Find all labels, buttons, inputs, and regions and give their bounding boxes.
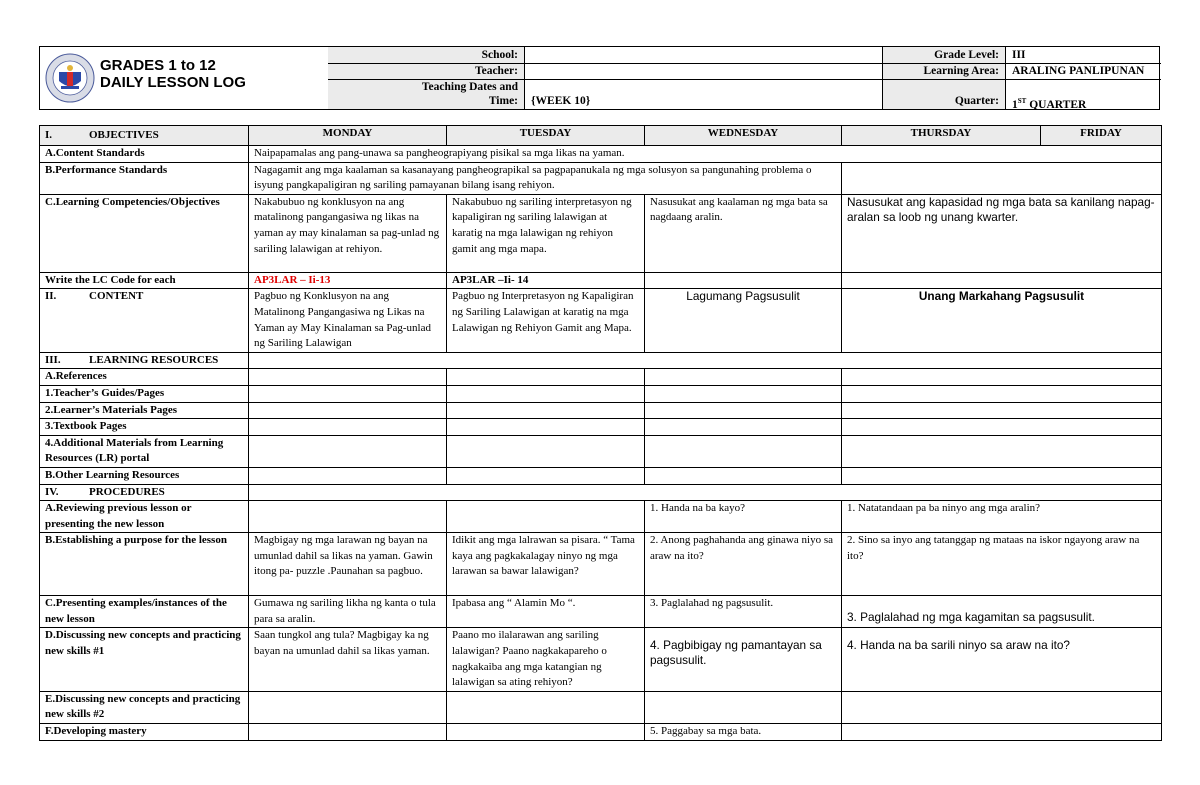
lc-code-thu-fri-cell[interactable] (842, 272, 1162, 289)
references-monday-cell[interactable] (249, 369, 447, 386)
presenting-monday-cell[interactable]: Gumawa ng sariling likha ng kanta o tula para sa aralin. (249, 596, 447, 628)
quarter-field[interactable] (1006, 80, 1161, 109)
school-field[interactable] (525, 47, 883, 64)
establishing-thu-fri-cell[interactable]: 2. Sino sa inyo ang tatanggap ng mataas na iskor ngayong araw na ito? (842, 533, 1162, 596)
references-label: A.References (40, 369, 249, 386)
discussing2-wednesday-cell[interactable] (645, 691, 842, 723)
quarter-number: 1 (1012, 98, 1018, 111)
reviewing-tuesday-cell[interactable] (447, 501, 645, 533)
teaching-dates-label (328, 80, 525, 109)
additional-materials-thu-fri-cell[interactable] (842, 435, 1162, 467)
performance-standards-cell[interactable]: Nagagamit ang mga kaalaman sa kasanayang pangheograpikal sa pagpapanukala ng mga solusyon sa pangunahing problema o isyung pangkapaligiran ng sariling pamayanan bilang isang rehiyon. (249, 162, 842, 194)
presenting-wednesday-cell[interactable]: 3. Paglalahad ng pagsusulit. (645, 596, 842, 628)
deped-seal-icon (45, 53, 95, 103)
competencies-thu-fri-cell[interactable]: Nasusukat ang kapasidad ng mga bata sa kanilang napag-aralan sa loob ng unang kwarter. (842, 194, 1162, 272)
content-number: II. (45, 290, 57, 303)
discussing1-label: D.Discussing new concepts and practicing new skills #1 (40, 628, 249, 691)
lc-code-monday-cell[interactable]: AP3LAR – Ii-13 (249, 272, 447, 289)
header-block (39, 46, 1160, 110)
discussing1-row (40, 628, 1162, 691)
content-monday-cell[interactable]: Pagbuo ng Konklusyon na ang Matalinong Pangangasiwa ng Likas na Yaman ay May Kinalaman sa Pag-unlad ng Sariling Lalawigan (249, 289, 447, 352)
teaching-dates-label-line2: Time: (488, 95, 518, 107)
content-standards-label: A.Content Standards (40, 146, 249, 163)
school-label: School: (328, 47, 525, 64)
additional-materials-wednesday-cell[interactable] (645, 435, 842, 467)
learners-materials-label: 2.Learner’s Materials Pages (40, 402, 249, 419)
lc-code-wednesday-cell[interactable] (645, 272, 842, 289)
content-thu-fri-cell[interactable]: Unang Markahang Pagsusulit (842, 289, 1162, 352)
reviewing-thu-fri-cell[interactable]: 1. Natatandaan pa ba ninyo ang mga aralin? (842, 501, 1162, 533)
procedures-section-header (40, 484, 249, 501)
discussing2-thu-fri-cell[interactable] (842, 691, 1162, 723)
content-label: CONTENT (89, 290, 144, 303)
learning-area-label: Learning Area: (883, 64, 1006, 80)
grade-level-label: Grade Level: (883, 47, 1006, 64)
day-header-tuesday: TUESDAY (447, 126, 645, 146)
procedures-number: IV. (45, 485, 59, 498)
references-tuesday-cell[interactable] (447, 369, 645, 386)
developing-monday-cell[interactable] (249, 724, 447, 741)
performance-standards-row (40, 162, 1162, 194)
learners-materials-thu-fri-cell[interactable] (842, 402, 1162, 419)
reviewing-label: A.Reviewing previous lesson or presenting the new lesson (40, 501, 249, 533)
establishing-wednesday-cell[interactable]: 2. Anong paghahanda ang ginawa niyo sa araw na ito? (645, 533, 842, 596)
teaching-dates-label-line1: Teaching Dates and (421, 81, 518, 93)
objectives-header-row (40, 126, 1162, 146)
learners-materials-monday-cell[interactable] (249, 402, 447, 419)
competencies-monday-cell[interactable]: Nakabubuo ng konklusyon na ang matalinong pangangasiwa ng likas na yaman ay may kinalaman sa pag-unlad ng sariling lalawigan at rehiyon. (249, 194, 447, 272)
content-section-header (40, 289, 249, 352)
additional-materials-monday-cell[interactable] (249, 435, 447, 467)
developing-tuesday-cell[interactable] (447, 724, 645, 741)
discussing2-tuesday-cell[interactable] (447, 691, 645, 723)
learning-resources-number: III. (45, 353, 61, 366)
teacher-label: Teacher: (328, 64, 525, 80)
grade-level-field[interactable]: III (1006, 47, 1161, 64)
brand-area (40, 47, 329, 109)
discussing1-monday-cell[interactable]: Saan tungkol ang tula? Magbigay ka ng bayan na umunlad dahil sa likas yaman. (249, 628, 447, 691)
procedures-label: PROCEDURES (89, 485, 165, 498)
quarter-label: Quarter: (883, 80, 1006, 109)
dll-title-line1: GRADES 1 to 12 (100, 57, 216, 74)
learning-resources-section-header (40, 352, 249, 369)
discussing1-thu-fri-cell[interactable]: 4. Handa na ba sarili ninyo sa araw na ito? (842, 628, 1162, 691)
objectives-number: I. (45, 128, 53, 141)
quarter-text: QUARTER (1026, 98, 1087, 111)
teachers-guide-row (40, 385, 1162, 402)
day-header-friday: FRIDAY (1041, 126, 1162, 146)
performance-standards-thu-fri-cell[interactable] (842, 162, 1162, 194)
performance-standards-label: B.Performance Standards (40, 162, 249, 194)
teacher-field[interactable] (525, 64, 883, 80)
learning-resources-label: LEARNING RESOURCES (89, 353, 219, 366)
establishing-monday-cell[interactable]: Magbigay ng mga larawan ng bayan na umunlad dahil sa likas na yaman. Gawin itong pa- puzzle .Paunahan sa pagbuo. (249, 533, 447, 596)
competencies-tuesday-cell[interactable]: Nakabubuo ng sariling interpretasyon ng kapaligiran ng sariling lalawigan at karatig na mga lalawigan ng rehiyon gamit ang mga mapa. (447, 194, 645, 272)
teaching-dates-field[interactable]: {WEEK 10} (525, 80, 883, 109)
day-header-thursday: THURSDAY (842, 126, 1041, 146)
references-row (40, 369, 1162, 386)
establishing-row (40, 533, 1162, 596)
discussing2-label: E.Discussing new concepts and practicing new skills #2 (40, 691, 249, 723)
teachers-guide-label: 1.Teacher’s Guides/Pages (40, 385, 249, 402)
objectives-label: OBJECTIVES (89, 128, 159, 141)
day-header-wednesday: WEDNESDAY (645, 126, 842, 146)
reviewing-wednesday-cell[interactable]: 1. Handa na ba kayo? (645, 501, 842, 533)
textbook-label: 3.Textbook Pages (40, 419, 249, 436)
presenting-label: C.Presenting examples/instances of the new lesson (40, 596, 249, 628)
lc-code-label: Write the LC Code for each (40, 272, 249, 289)
textbook-monday-cell[interactable] (249, 419, 447, 436)
additional-materials-label: 4.Additional Materials from Learning Resources (LR) portal (40, 435, 249, 467)
other-resources-monday-cell[interactable] (249, 467, 447, 484)
developing-thu-fri-cell[interactable] (842, 724, 1162, 741)
quarter-suffix: ST (1017, 97, 1027, 105)
other-resources-thu-fri-cell[interactable] (842, 467, 1162, 484)
learning-resources-header-fill (249, 352, 1162, 369)
objectives-section-header (40, 126, 249, 146)
other-resources-row (40, 467, 1162, 484)
competencies-label: C.Learning Competencies/Objectives (40, 194, 249, 272)
content-row (40, 289, 1162, 352)
discussing1-tuesday-cell[interactable]: Paano mo ilalarawan ang sariling lalawigan? Paano nagkakapareho o nagkakaiba ang mga katangian ng lalawigan sa ating rehiyon? (447, 628, 645, 691)
establishing-label: B.Establishing a purpose for the lesson (40, 533, 249, 596)
teachers-guide-thu-fri-cell[interactable] (842, 385, 1162, 402)
textbook-thu-fri-cell[interactable] (842, 419, 1162, 436)
daily-lesson-log-table (39, 125, 1162, 741)
presenting-thu-fri-cell[interactable]: 3. Paglalahad ng mga kagamitan sa pagsusulit. (842, 596, 1162, 628)
content-standards-cell[interactable]: Naipapamalas ang pang-unawa sa pangheograpiyang pisikal sa mga likas na yaman. (249, 146, 1162, 163)
learners-materials-row (40, 402, 1162, 419)
reviewing-row (40, 501, 1162, 533)
developing-label: F.Developing mastery (40, 724, 249, 741)
references-wednesday-cell[interactable] (645, 369, 842, 386)
procedures-header-fill (249, 484, 1162, 501)
textbook-tuesday-cell[interactable] (447, 419, 645, 436)
discussing1-wednesday-cell[interactable]: 4. Pagbibigay ng pamantayan sa pagsusulit. (645, 628, 842, 691)
learning-area-field[interactable]: ARALING PANLIPUNAN (1006, 64, 1161, 80)
content-tuesday-cell[interactable]: Pagbuo ng Interpretasyon ng Kapaligiran ng Sariling Lalawigan at karatig na mga Lalawigan ng Rehiyon Gamit ang Mapa. (447, 289, 645, 352)
references-thu-fri-cell[interactable] (842, 369, 1162, 386)
lc-code-tuesday-cell[interactable]: AP3LAR –Ii- 14 (447, 272, 645, 289)
lc-code-row (40, 272, 1162, 289)
discussing2-row (40, 691, 1162, 723)
teachers-guide-monday-cell[interactable] (249, 385, 447, 402)
content-standards-row (40, 146, 1162, 163)
learners-materials-tuesday-cell[interactable] (447, 402, 645, 419)
day-header-monday: MONDAY (249, 126, 447, 146)
presenting-row (40, 596, 1162, 628)
other-resources-label: B.Other Learning Resources (40, 467, 249, 484)
procedures-header-row (40, 484, 1162, 501)
header-info-grid (328, 47, 1161, 109)
other-resources-wednesday-cell[interactable] (645, 467, 842, 484)
establishing-tuesday-cell[interactable]: Idikit ang mga lalrawan sa pisara. “ Tama kaya ang pagkakalagay ninyo ng mga larawan sa bawar lalawigan? (447, 533, 645, 596)
teachers-guide-wednesday-cell[interactable] (645, 385, 842, 402)
textbook-row (40, 419, 1162, 436)
reviewing-monday-cell[interactable] (249, 501, 447, 533)
content-wednesday-cell[interactable]: Lagumang Pagsusulit (645, 289, 842, 352)
additional-materials-tuesday-cell[interactable] (447, 435, 645, 467)
additional-materials-row (40, 435, 1162, 467)
presenting-tuesday-cell[interactable]: Ipabasa ang “ Alamin Mo “. (447, 596, 645, 628)
teachers-guide-tuesday-cell[interactable] (447, 385, 645, 402)
developing-row (40, 724, 1162, 741)
textbook-wednesday-cell[interactable] (645, 419, 842, 436)
competencies-row (40, 194, 1162, 272)
learning-resources-header-row (40, 352, 1162, 369)
developing-wednesday-cell[interactable]: 5. Paggabay sa mga bata. (645, 724, 842, 741)
discussing2-monday-cell[interactable] (249, 691, 447, 723)
learners-materials-wednesday-cell[interactable] (645, 402, 842, 419)
other-resources-tuesday-cell[interactable] (447, 467, 645, 484)
competencies-wednesday-cell[interactable]: Nasusukat ang kaalaman ng mga bata sa nagdaang aralin. (645, 194, 842, 272)
dll-title-line2: DAILY LESSON LOG (100, 74, 246, 91)
